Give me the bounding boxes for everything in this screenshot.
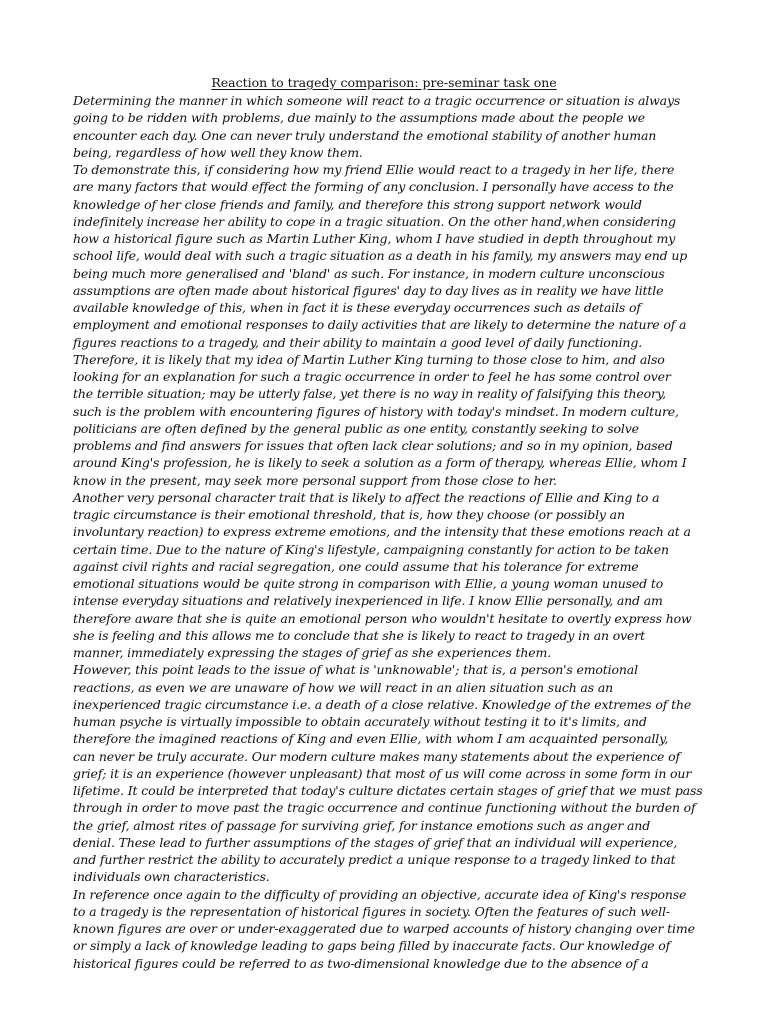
body-text-line: are many factors that would effect the forming of any conclusion. I personally have access to the (73, 179, 674, 195)
body-text-line: In reference once again to the difficulty of providing an objective, accurate idea of King's response (73, 886, 687, 902)
body-text-line: inexperienced tragic circumstance i.e. a death of a close relative. Knowledge of the extremes of the (73, 696, 692, 712)
body-text-line: how a historical figure such as Martin Luther King, whom I have studied in depth throughout my (73, 231, 676, 246)
body-text-line: manner, immediately expressing the stages of grief as she experiences them. (73, 645, 552, 660)
body-text-line: tragic circumstance is their emotional threshold, that is, how they choose (or possibly an (73, 507, 625, 522)
body-text-line: denial. These lead to further assumptions of the stages of grief that an individual will experience, (73, 834, 678, 850)
body-text-line: going to be ridden with problems, due mainly to the assumptions made about the people we (73, 110, 645, 126)
body-text-line: politicians are often defined by the general public as one entity, constantly seeking to solve (73, 420, 639, 436)
body-text-line: assumptions are often made about historical figures' day to day lives as in reality we have little (73, 282, 664, 298)
body-text-line: available knowledge of this, when in fact it is these everyday occurrences such as details of (73, 300, 641, 315)
document-body (73, 92, 713, 972)
body-text-line: being much more generalised and 'bland' as such. For instance, in modern culture unconscious (73, 265, 665, 281)
body-text-line: Determining the manner in which someone will react to a tragic occurrence or situation is always (73, 93, 681, 108)
body-text-line: However, this point leads to the issue of what is 'unknowable'; that is, a person's emotional (73, 662, 638, 678)
body-text-line: problems and find answers for issues that often lack clear solutions; and so in my opinion, based (73, 438, 673, 453)
body-text-line: certain time. Due to the nature of King's lifestyle, campaigning constantly for action to be taken (73, 541, 669, 557)
body-text-line: know in the present, may seek more personal support from those close to her. (73, 472, 557, 488)
body-text-line: can never be truly accurate. Our modern culture makes many statements about the experience of (73, 748, 680, 764)
body-text-line: Therefore, it is likely that my idea of Martin Luther King turning to those close to him, and also (73, 351, 665, 367)
body-text-line: emotional situations would be quite strong in comparison with Ellie, a young woman unused to (73, 576, 664, 591)
body-text-line: the terrible situation; may be utterly false, yet there is no way in reality of falsifying this theory, (73, 386, 666, 402)
body-text-line: knowledge of her close friends and family, and therefore this strong support network would (73, 196, 642, 212)
body-text-line: the grief, almost rites of passage for surviving grief, for instance emotions such as anger and (73, 817, 651, 833)
body-text-line: being, regardless of how well they know them. (73, 144, 363, 160)
body-text-line: known figures are over or under-exaggerated due to warped accounts of history changing over time (73, 921, 695, 936)
body-text-line: individuals own characteristics. (73, 869, 270, 885)
body-text-line: against civil rights and racial segregation, one could assume that his tolerance for extreme (73, 558, 639, 574)
body-text-line: historical figures could be referred to as two-dimensional knowledge due to the absence of a (73, 955, 649, 971)
body-text-line: intense everyday situations and relatively inexperienced in life. I know Ellie personally, and am (73, 593, 663, 609)
body-text-line: around King's profession, he is likely to seek a solution as a form of therapy, whereas Ellie, whom I (73, 455, 687, 471)
body-text-line: encounter each day. One can never truly understand the emotional stability of another human (73, 127, 657, 143)
body-text-line: looking for an explanation for such a tragic occurrence in order to feel he has some control over (73, 369, 671, 384)
body-text-line: such is the problem with encountering figures of history with today's mindset. In modern culture, (73, 403, 679, 419)
body-text-line: through in order to move past the tragic occurrence and continue functioning without the burden of (73, 800, 696, 816)
body-text-line: grief; it is an experience (however unpleasant) that most of us will come across in some form in our (73, 765, 692, 781)
body-text-line: indefinitely increase her ability to cope in a tragic situation. On the other hand,when considering (73, 213, 676, 229)
body-text-line: therefore the imagined reactions of King and even Ellie, with whom I am acquainted personally, (73, 731, 669, 747)
body-text-line: she is feeling and this allows me to conclude that she is likely to react to tragedy in an overt (73, 627, 645, 643)
body-text-line: lifetime. It could be interpreted that today's culture dictates certain stages of grief that we must pass (73, 783, 703, 798)
body-text-line: or simply a lack of knowledge leading to gaps being filled by inaccurate facts. Our knowledge of (73, 938, 671, 954)
body-text-line: figures reactions to a tragedy, and their ability to maintain a good level of daily functioning. (73, 334, 643, 350)
body-text-line: therefore aware that she is quite an emotional person who wouldn't hesitate to overtly express how (73, 610, 692, 626)
document-title: Reaction to tragedy comparison: pre-seminar task one (211, 75, 557, 90)
body-text-line: human psyche is virtually impossible to obtain accurately without testing it to it's limits, and (73, 714, 647, 729)
body-text-line: school life, would deal with such a tragic situation as a death in his family, my answers may end up (73, 248, 688, 264)
body-text-line: To demonstrate this, if considering how my friend Ellie would react to a tragedy in her life, there (73, 162, 675, 177)
body-text-line: Another very personal character trait that is likely to affect the reactions of Ellie and King to a (73, 489, 660, 505)
body-text-line: employment and emotional responses to daily activities that are likely to determine the nature of a (73, 317, 687, 333)
body-text-line: and further restrict the ability to accurately predict a unique response to a tragedy linked to that (73, 852, 676, 867)
body-text-line: reactions, as even we are unaware of how we will react in an alien situation such as an (73, 679, 614, 695)
body-text-line: to a tragedy is the representation of historical figures in society. Often the features of such well- (73, 903, 670, 919)
body-text-line: involuntary reaction) to express extreme emotions, and the intensity that these emotions reach at a (73, 524, 691, 540)
